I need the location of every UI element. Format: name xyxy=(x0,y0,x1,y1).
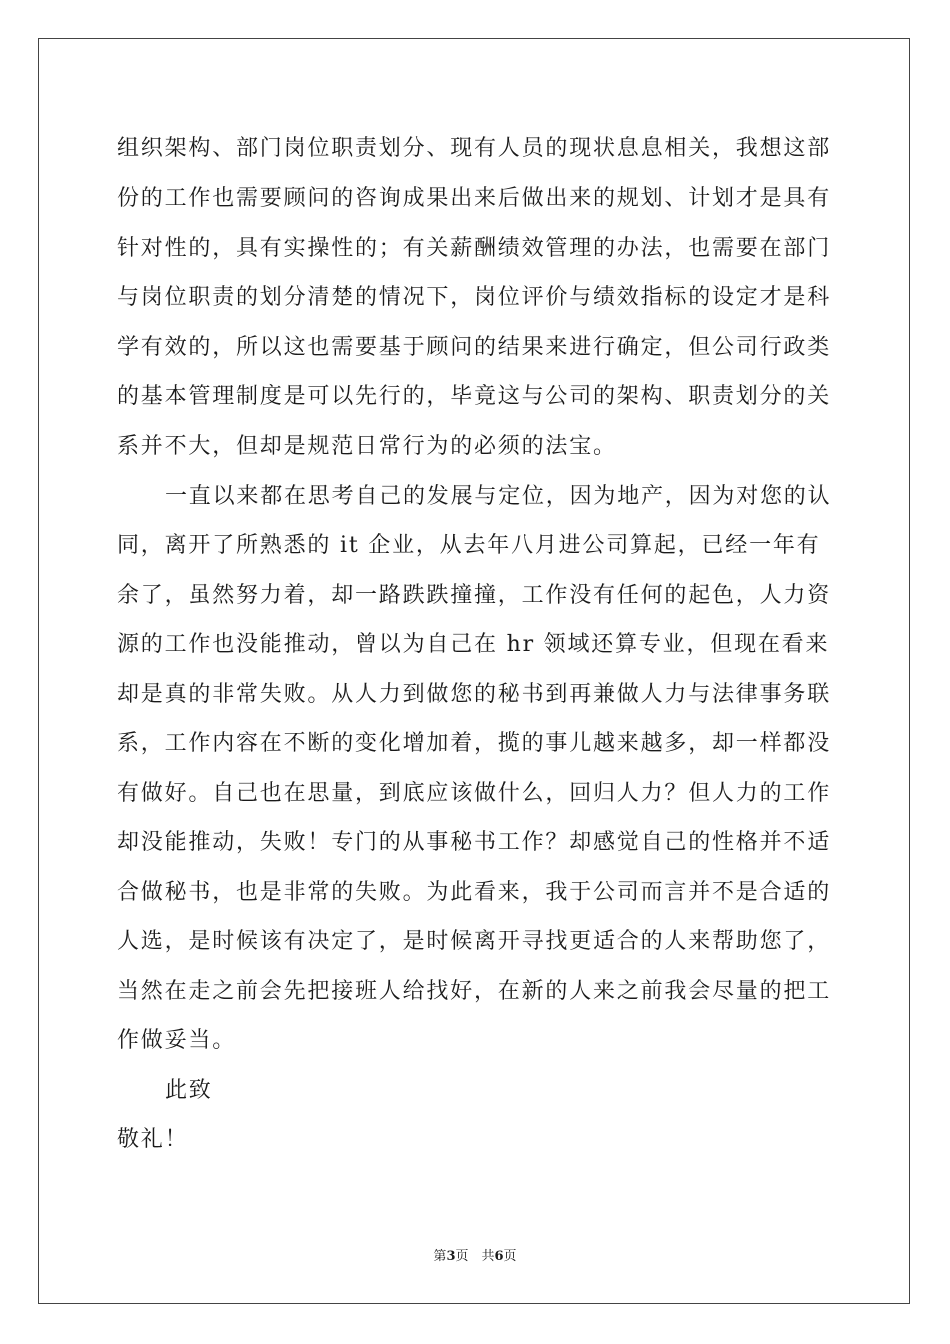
body-line: 份的工作也需要顾问的咨询成果出来后做出来的规划、计划才是具有 xyxy=(117,186,832,211)
body-line: 却是真的非常失败。从人力到做您的秘书到再兼做人力与法律事务联 xyxy=(117,682,832,707)
closing-line: 此致 xyxy=(165,1078,213,1103)
body-line: 的基本管理制度是可以先行的，毕竟这与公司的架构、职责划分的关 xyxy=(117,384,832,409)
page-prefix: 第 xyxy=(433,1249,447,1264)
body-line: 与岗位职责的划分清楚的情况下，岗位评价与绩效指标的设定才是科 xyxy=(117,285,832,310)
body-line: 组织架构、部门岗位职责划分、现有人员的现状息息相关，我想这部 xyxy=(117,136,832,161)
page-mid: 页 共 xyxy=(455,1249,495,1264)
body-line: 合做秘书，也是非常的失败。为此看来，我于公司而言并不是合适的 xyxy=(117,880,832,905)
body-line: 一直以来都在思考自己的发展与定位，因为地产，因为对您的认 xyxy=(165,484,832,509)
page-footer xyxy=(0,1248,950,1266)
body-line: 学有效的，所以这也需要基于顾问的结果来进行确定，但公司行政类 xyxy=(117,335,832,360)
body-line: 系，工作内容在不断的变化增加着，揽的事儿越来越多，却一样都没 xyxy=(117,731,832,756)
current-page-number: 3 xyxy=(446,1249,456,1264)
body-line: 人选，是时候该有决定了，是时候离开寻找更适合的人来帮助您了， xyxy=(117,929,832,954)
total-page-number: 6 xyxy=(494,1249,504,1264)
salutation-line: 敬礼！ xyxy=(117,1127,189,1152)
body-line: 针对性的，具有实操性的；有关薪酬绩效管理的办法，也需要在部门 xyxy=(117,236,832,261)
body-line: 当然在走之前会先把接班人给找好，在新的人来之前我会尽量的把工 xyxy=(117,979,832,1004)
body-line: 系并不大，但却是规范日常行为的必须的法宝。 xyxy=(117,434,617,459)
body-line: 源的工作也没能推动，曾以为自己在 hr 领域还算专业，但现在看来 xyxy=(117,632,830,657)
page-border xyxy=(38,38,910,1304)
body-line: 余了，虽然努力着，却一路跌跌撞撞，工作没有任何的起色，人力资 xyxy=(117,583,832,608)
body-line: 却没能推动，失败！专门的从事秘书工作？却感觉自己的性格并不适 xyxy=(117,830,832,855)
page-suffix: 页 xyxy=(503,1249,517,1264)
body-line: 同，离开了所熟悉的 it 企业，从去年八月进公司算起，已经一年有 xyxy=(117,533,821,558)
body-line: 有做好。自己也在思量，到底应该做什么，回归人力？但人力的工作 xyxy=(117,781,832,806)
body-line: 作做妥当。 xyxy=(117,1028,237,1053)
